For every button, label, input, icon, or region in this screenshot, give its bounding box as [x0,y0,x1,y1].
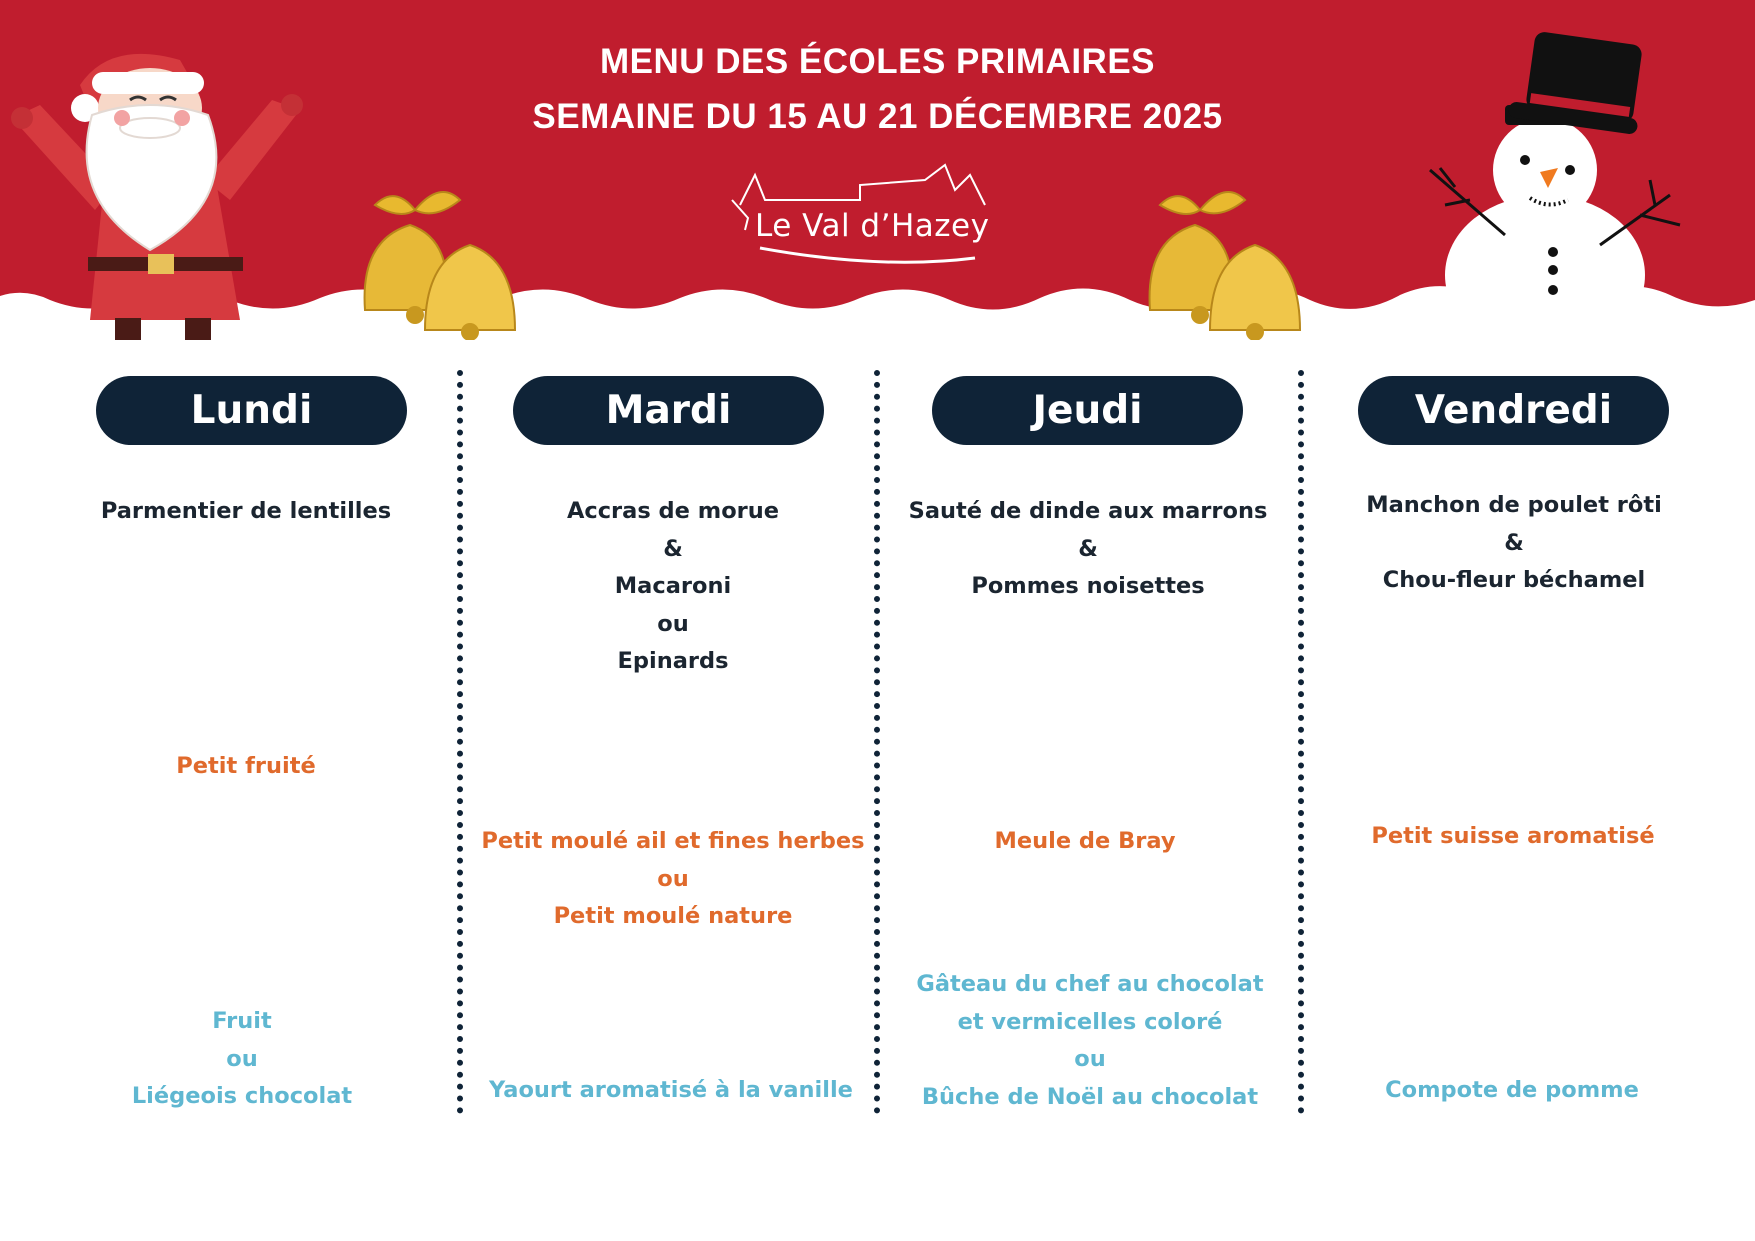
dish-line: Epinards [617,648,729,674]
dish-line: Gâteau du chef au chocolat [916,971,1264,997]
main-course [46,493,446,531]
dish-line: Pommes noisettes [971,573,1205,599]
main-course [1314,487,1714,600]
dairy-course [1313,818,1713,856]
dairy-course [473,823,873,936]
dish-line: ou [1074,1046,1106,1072]
dessert-course [42,1003,442,1116]
dish-line: Parmentier de lentilles [100,498,392,524]
dish-line: Accras de morue [566,498,780,524]
dish-line: et vermicelles coloré [957,1008,1223,1035]
dish-line: Fruit [212,1008,272,1034]
column-divider [1298,370,1304,1114]
dish-line: ou [657,865,689,892]
dish-line: Sauté de dinde aux marrons [908,498,1268,524]
column-divider [874,370,880,1114]
dish-line: Petit fruité [176,753,316,779]
dish-line: Compote de pomme [1385,1077,1639,1103]
column-divider [457,370,463,1114]
dish-line: & [1504,529,1524,556]
dessert-course [1312,1072,1712,1110]
main-course [473,493,873,681]
dish-line: Petit moulé nature [553,903,793,929]
dish-line: Petit moulé ail et fines herbes [481,828,865,854]
dish-line: Chou-fleur béchamel [1382,567,1646,593]
dairy-course [885,823,1285,861]
dairy-course [46,748,446,786]
day-header-mardi: Mardi [513,376,824,445]
dish-line: Manchon de poulet rôti [1366,492,1662,518]
dessert-course [471,1072,871,1110]
day-header-vendredi: Vendredi [1358,376,1669,445]
dish-line: Bûche de Noël au chocolat [921,1083,1259,1110]
dish-line: Meule de Bray [994,828,1176,854]
day-header-lundi: Lundi [96,376,407,445]
dish-line: Liégeois chocolat [131,1083,353,1109]
menu-week-subtitle: SEMAINE DU 15 AU 21 DÉCEMBRE 2025 [532,97,1223,136]
menu-title: MENU DES ÉCOLES PRIMAIRES [599,42,1156,81]
day-header-jeudi: Jeudi [932,376,1243,445]
dish-line: Macaroni [614,573,732,599]
logo-text: Le Val d’Hazey [755,208,990,244]
dish-line: Petit suisse aromatisé [1371,823,1655,849]
dish-line: & [1078,535,1098,562]
main-course [888,493,1288,606]
dessert-course [890,966,1290,1116]
dish-line: Yaourt aromatisé à la vanille [489,1077,853,1103]
dish-line: ou [657,610,689,637]
dish-line: & [663,535,683,562]
dish-line: ou [226,1045,258,1072]
